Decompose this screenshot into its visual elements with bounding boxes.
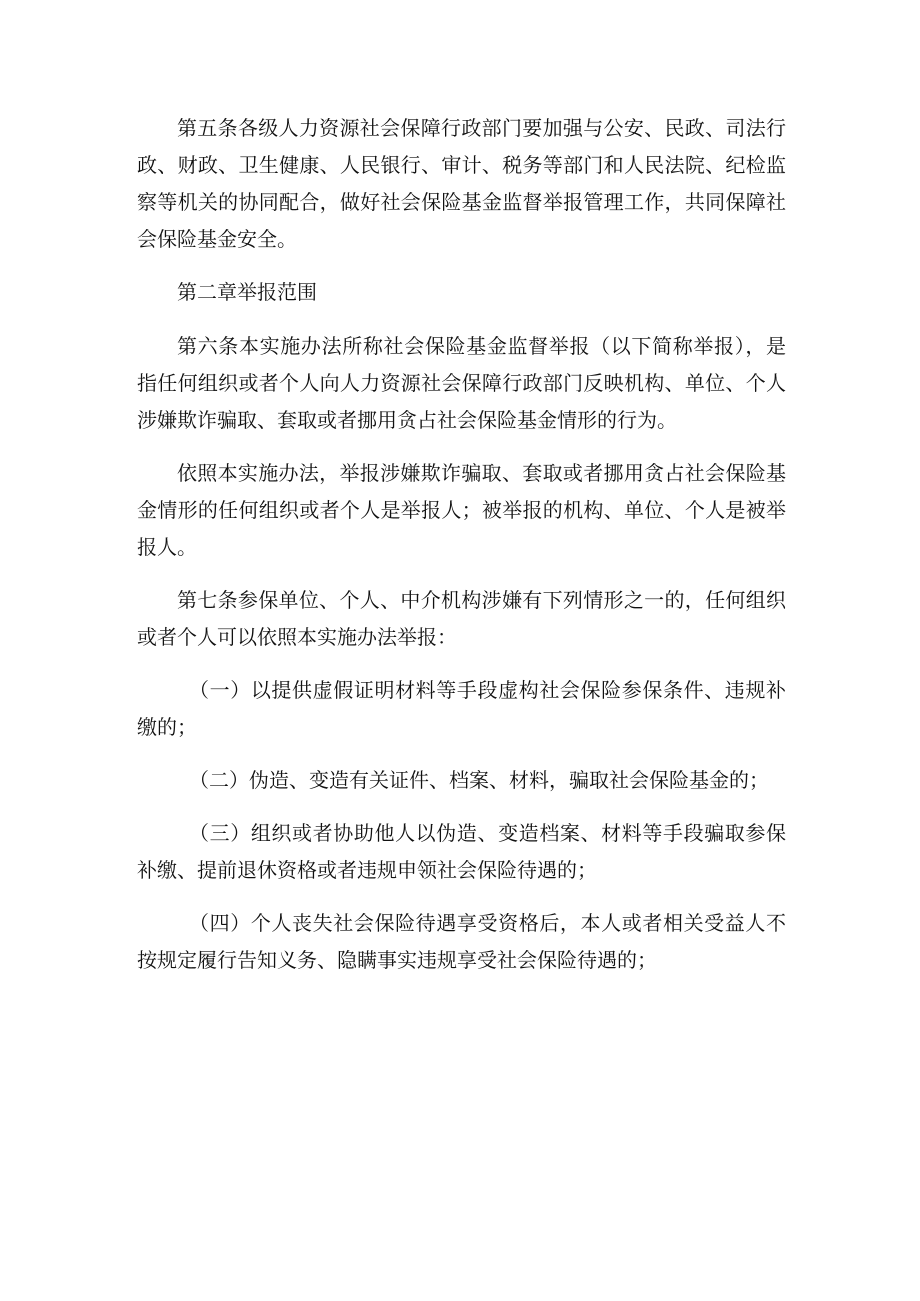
article-5-paragraph: 第五条各级人力资源社会保障行政部门要加强与公安、民政、司法行政、财政、卫生健康、人民银行、审计、税务等部门和人民法院、纪检监察等机关的协同配合，做好社会保险基金监督举报管理工作，共同保障社会保险基金安全。 — [137, 116, 786, 251]
list-item-4: （四）个人丧失社会保险待遇享受资格后，本人或者相关受益人不按规定履行告知义务、隐瞒事实违规享受社会保险待遇的； — [137, 911, 786, 972]
chapter-2-heading: 第二章举报范围 — [177, 280, 317, 304]
list-item-2: （二）伪造、变造有关证件、档案、材料，骗取社会保险基金的； — [189, 768, 769, 792]
list-item-1: （一）以提供虚假证明材料等手段虚构社会保险参保条件、违规补缴的； — [137, 678, 786, 739]
list-item-3: （三）组织或者协助他人以伪造、变造档案、材料等手段骗取参保补缴、提前退休资格或者违规申领社会保险待遇的； — [137, 821, 786, 882]
reporter-definition-paragraph: 依照本实施办法，举报涉嫌欺诈骗取、套取或者挪用贪占社会保险基金情形的任何组织或者个人是举报人；被举报的机构、单位、个人是被举报人。 — [137, 461, 786, 559]
article-6-paragraph: 第六条本实施办法所称社会保险基金监督举报（以下简称举报），是指任何组织或者个人向人力资源社会保障行政部门反映机构、单位、个人涉嫌欺诈骗取、套取或者挪用贪占社会保险基金情形的行为。 — [137, 334, 786, 432]
article-7-paragraph: 第七条参保单位、个人、中介机构涉嫌有下列情形之一的，任何组织或者个人可以依照本实施办法举报： — [137, 588, 786, 649]
